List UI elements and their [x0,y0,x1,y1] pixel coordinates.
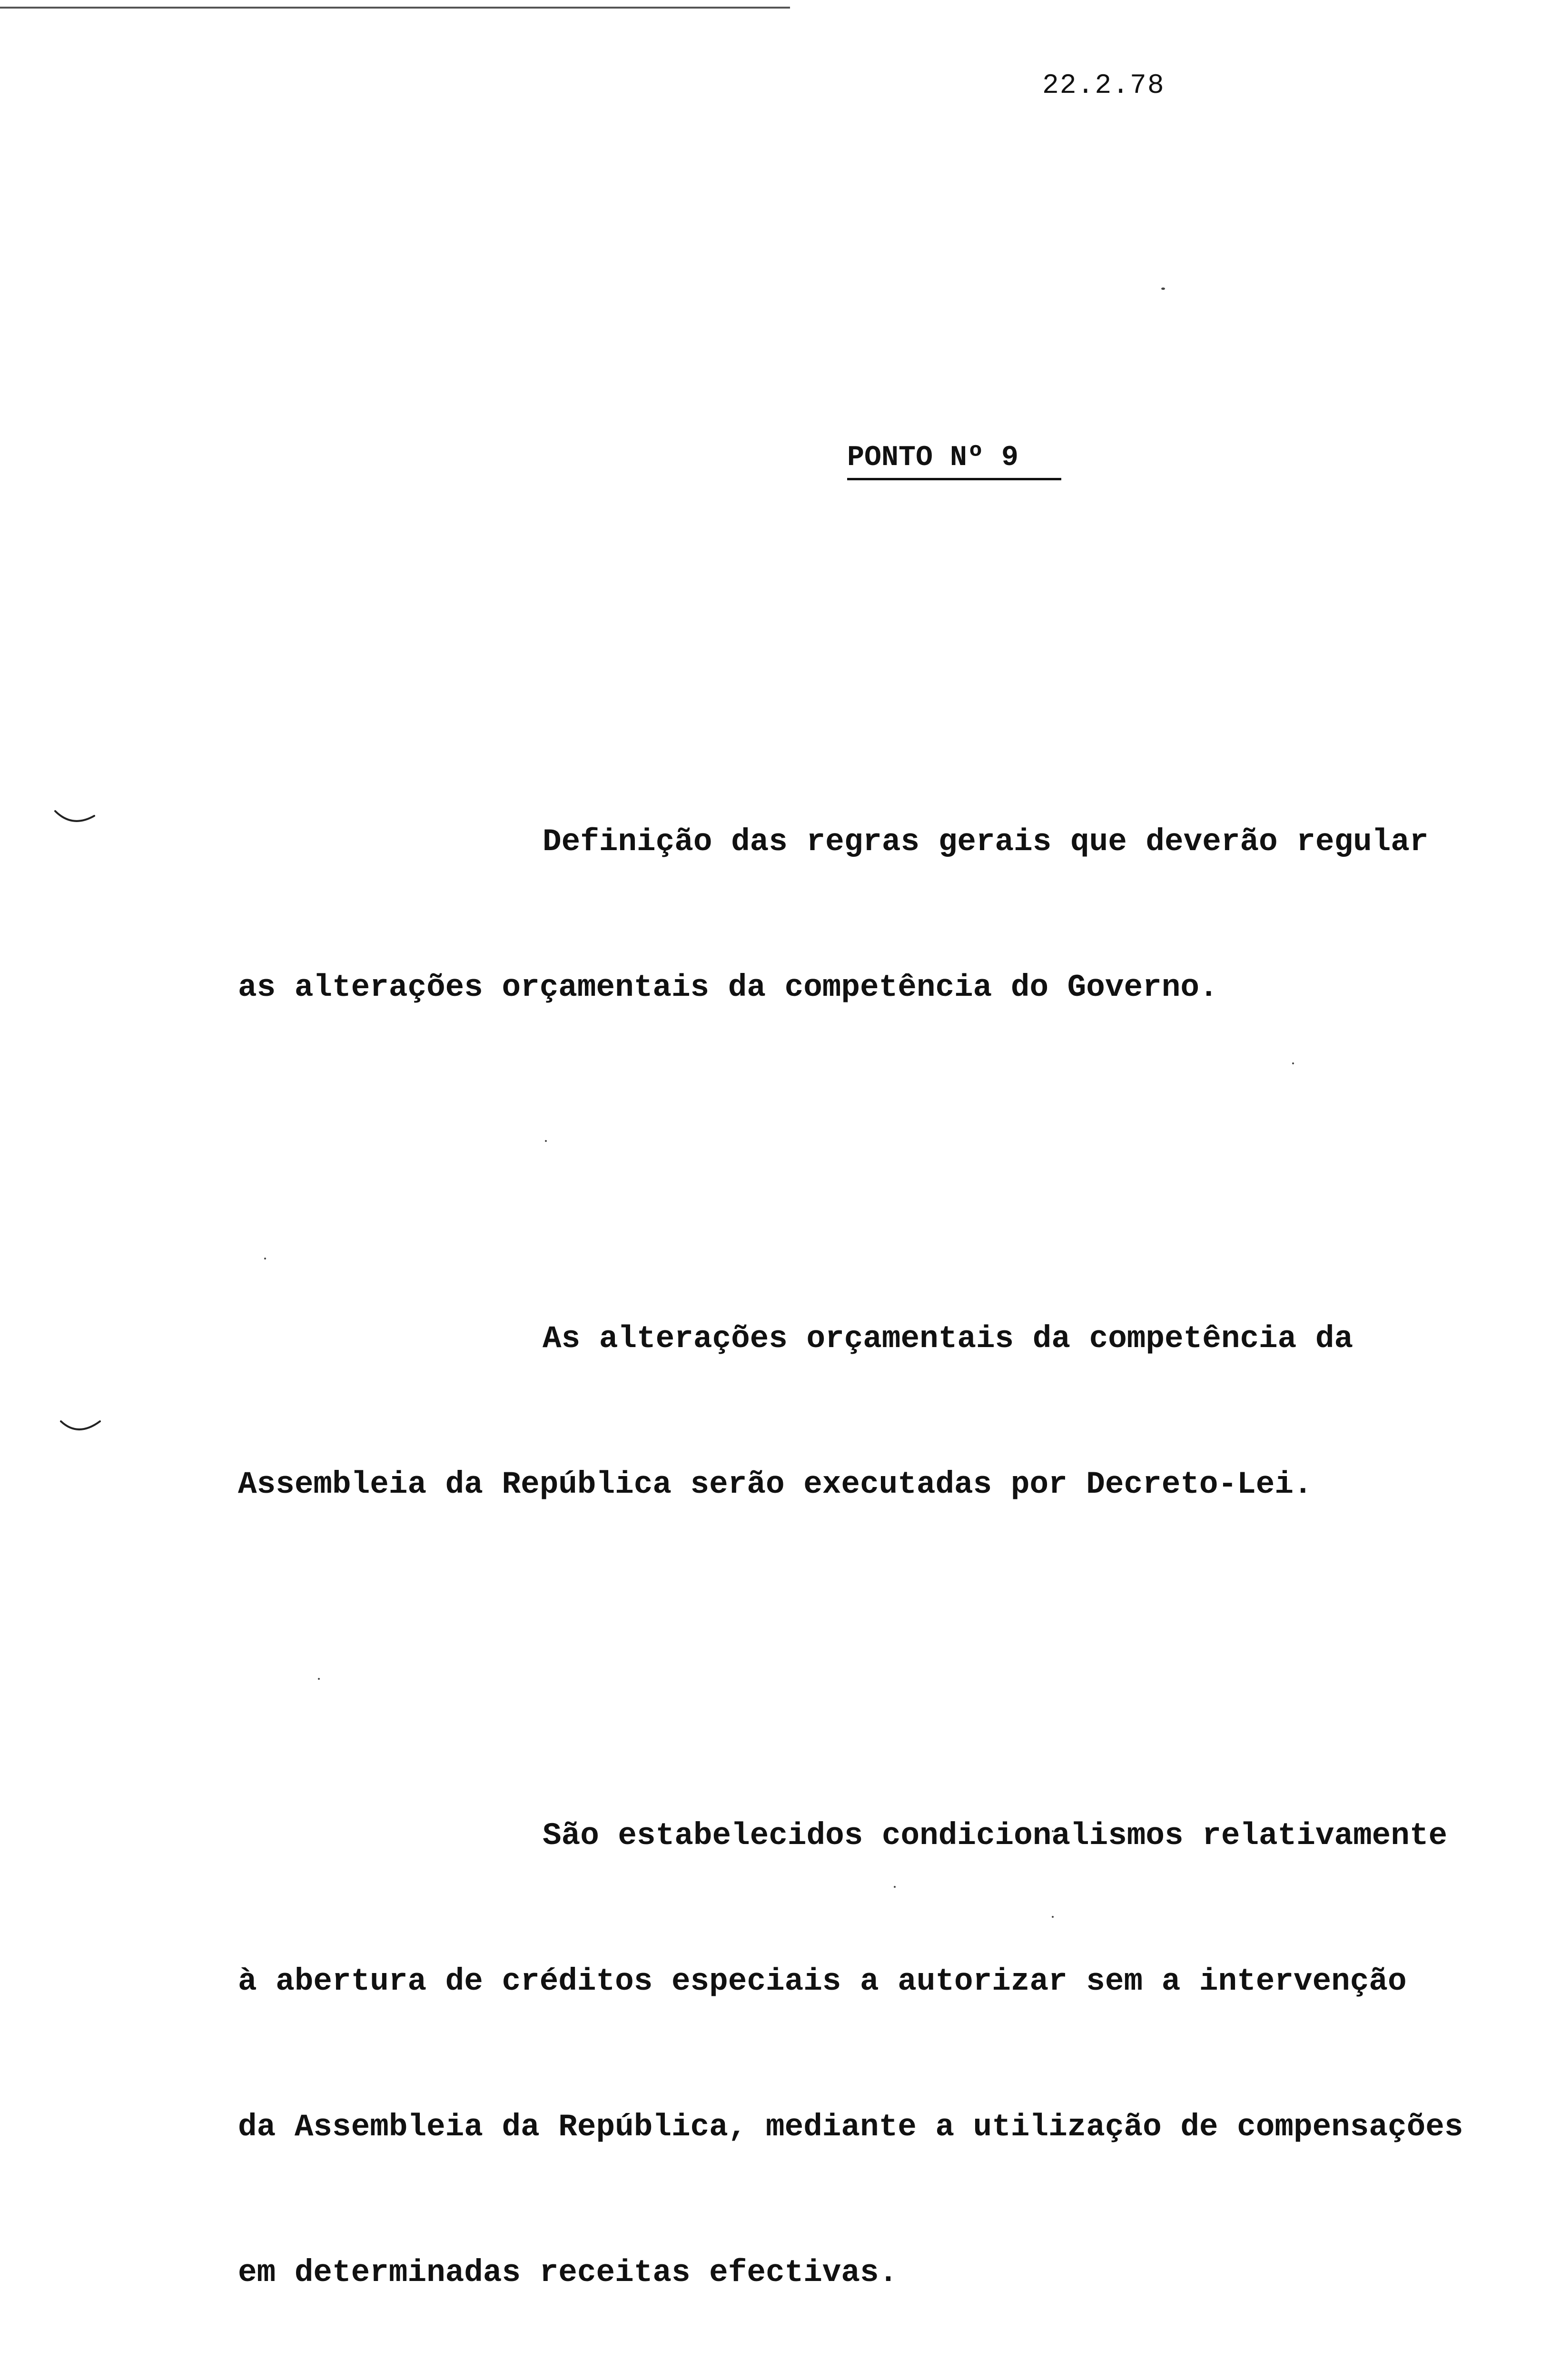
scan-edge-line [0,7,790,9]
paragraph-1 [238,721,1504,1109]
paragraph-line: à abertura de créditos especiais a autorizar sem a intervenção [238,1964,1407,1999]
paragraph-3 [238,1715,1504,2380]
paragraph-line: As alterações orçamentais da competência da [543,1321,1354,1357]
document-body [238,624,1504,2380]
scan-speck [1161,288,1165,290]
document-date: 22.2.78 [1042,70,1165,101]
paragraph-line: São estabelecidos condicionalismos relativamente [543,1818,1448,1854]
punch-hole-mark-icon [53,809,96,828]
paragraph-line: Definição das regras gerais que deverão regular [543,824,1429,860]
paragraph-line: as alterações orçamentais da competência do Governo. [238,970,1218,1005]
paragraph-line: em determinadas receitas efectivas. [238,2255,898,2291]
document-heading: PONTO Nº 9 [847,442,1061,480]
paragraph-line: Assembleia da República serão executadas por Decreto-Lei. [238,1467,1313,1502]
punch-hole-mark-icon [59,1418,102,1438]
paragraph-2 [238,1218,1504,1606]
paragraph-line: da Assembleia da República, mediante a utilização de compensações [238,2109,1463,2145]
